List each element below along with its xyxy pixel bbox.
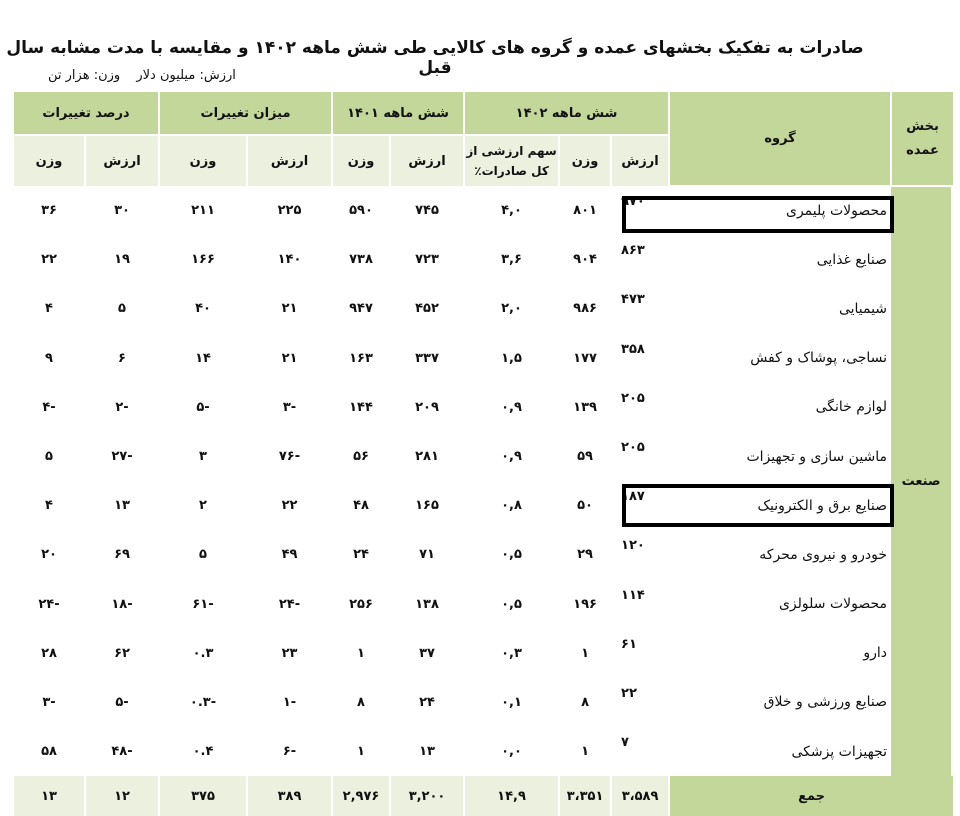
- section-cell: صنعت: [891, 186, 953, 776]
- cell-v1401: ۷۴۵: [415, 203, 439, 219]
- cell-w1402: ۱۹۶: [573, 596, 597, 612]
- header-1402: شش ماهه ۱۴۰۲: [464, 92, 669, 135]
- cell-w1401: ۷۳۸: [349, 252, 373, 268]
- group-name: ماشین سازی و تجهیزات: [746, 448, 888, 465]
- cell-v1402: ۴۷۳: [621, 292, 645, 308]
- cell-w1402: ۱: [581, 645, 590, 661]
- cell-dv: -۲۴: [278, 596, 301, 612]
- group-name: نساجی، پوشاک و کفش: [750, 350, 888, 367]
- cell-v1401: ۱۳۸: [415, 596, 439, 612]
- header-change-percent: درصد تغییرات: [13, 92, 159, 135]
- cell-v1401: ۱۶۵: [415, 498, 439, 514]
- cell-dw: ۵: [199, 547, 207, 563]
- table-row: [13, 235, 953, 284]
- cell-w1401: ۱۶۳: [349, 350, 373, 366]
- cell-v1402: ۹۷۰: [621, 194, 645, 209]
- weight-unit: وزن: هزار تن: [48, 68, 121, 83]
- cell-pw: -۴: [42, 399, 56, 415]
- header-1401-weight: وزن: [332, 135, 390, 186]
- cell-w1402: ۹۸۶: [573, 301, 597, 317]
- cell-dv: ۲۱: [281, 350, 298, 366]
- cell-dv: ۲۳: [281, 645, 298, 661]
- units-note: [36, 68, 236, 83]
- cell-v1402: ۲۲: [621, 685, 637, 701]
- cell-pv: ۱۹: [114, 252, 130, 268]
- header-pw: وزن: [13, 135, 85, 186]
- cell-w1401: ۵۹۰: [349, 203, 373, 219]
- cell-pw: ۳۶: [41, 203, 57, 219]
- cell-v1402: ۸۶۳: [621, 243, 645, 259]
- cell-share: ۱,۵: [501, 350, 522, 366]
- cell-w1401: ۵۶: [353, 449, 369, 465]
- table-row: [13, 284, 953, 333]
- cell-dw: -۶۱: [192, 596, 214, 612]
- cell-w1402: ۸: [581, 694, 590, 710]
- cell-share: ۰,۹: [501, 399, 522, 415]
- header-dv: ارزش: [247, 135, 332, 186]
- cell-pw: ۴: [45, 498, 53, 514]
- header-pv: ارزش: [85, 135, 159, 186]
- cell-w1402: ۵۰: [577, 498, 593, 514]
- cell-v1402: ۲۰۵: [621, 439, 645, 455]
- cell-dv: -۱: [282, 694, 297, 710]
- header-change-amount: میزان تغییرات: [159, 92, 332, 135]
- cell-v1402: ۱۲۰: [621, 538, 645, 554]
- header-dw: وزن: [159, 135, 247, 186]
- cell-v1401: ۷۱: [419, 547, 435, 563]
- cell-share: ۰,۵: [501, 596, 522, 612]
- header-1401: شش ماهه ۱۴۰۱: [332, 92, 464, 135]
- cell-share: ۳,۶: [501, 252, 522, 268]
- cell-pw: ۲۰: [41, 547, 57, 563]
- table-row: [13, 383, 953, 432]
- cell-dv: -۶: [282, 744, 297, 760]
- cell-dw: -۰.۳: [189, 694, 217, 710]
- total-pv: ۱۲: [85, 776, 159, 816]
- cell-w1402: ۵۹: [577, 449, 593, 465]
- cell-pw: ۵۸: [41, 744, 57, 760]
- cell-w1402: ۱: [581, 744, 590, 760]
- cell-w1401: ۸: [357, 694, 365, 710]
- group-name: تجهیزات پزشکی: [791, 743, 888, 760]
- total-dv: ۳۸۹: [247, 776, 332, 816]
- cell-pv: ۶۲: [114, 645, 130, 661]
- header-1402-weight: وزن: [559, 135, 611, 186]
- cell-v1401: ۱۳: [419, 744, 435, 760]
- cell-v1402: ۱۱۴: [621, 587, 645, 603]
- cell-share: ۰,۹: [501, 449, 522, 465]
- cell-pv: -۱۸: [111, 596, 133, 612]
- cell-v1401: ۷۲۳: [415, 252, 439, 268]
- total-v1401: ۳,۲۰۰: [390, 776, 464, 816]
- cell-share: ۰,۰: [501, 744, 522, 760]
- report-title: صادرات به تفکیک بخشهای عمده و گروه های کالایی طی شش ماهه ۱۴۰۲ و مقایسه با مدت مشابه سال قبل: [6, 38, 864, 78]
- cell-w1402: ۱۷۷: [573, 350, 597, 366]
- cell-dw: ۳: [199, 449, 207, 465]
- cell-dv: ۱۴۰: [277, 252, 302, 268]
- cell-w1401: ۲۵۶: [349, 596, 373, 612]
- cell-share: ۰,۱: [501, 694, 522, 710]
- table-row: [13, 678, 953, 727]
- group-name: لوازم خانگی: [815, 399, 888, 416]
- cell-v1401: ۳۳۷: [415, 350, 439, 366]
- cell-dw: -۵: [196, 399, 210, 415]
- cell-pv: -۴۸: [111, 744, 133, 760]
- cell-dv: ۴۹: [281, 547, 298, 563]
- cell-v1401: ۲۸۱: [415, 449, 439, 465]
- cell-w1401: ۱: [357, 744, 365, 760]
- cell-pv: -۵: [115, 694, 129, 710]
- cell-pw: ۹: [45, 350, 53, 366]
- group-name: شیمیایی: [838, 300, 888, 317]
- total-pw: ۱۳: [13, 776, 85, 816]
- total-row: [13, 776, 953, 816]
- cell-dv: -۷۶: [278, 449, 301, 465]
- cell-v1402: ۳۵۸: [621, 341, 645, 357]
- group-name: خودرو و نیروی محرکه: [759, 546, 888, 563]
- total-w1401: ۲,۹۷۶: [332, 776, 390, 816]
- cell-v1402: ۱۸۷: [621, 489, 645, 505]
- total-w1402: ۳،۳۵۱: [559, 776, 611, 816]
- cell-v1402: ۶۱: [621, 636, 637, 652]
- cell-share: ۰,۵: [501, 547, 522, 563]
- cell-dv: ۲۲: [281, 498, 298, 514]
- cell-w1401: ۲۴: [353, 547, 369, 563]
- cell-v1401: ۴۵۲: [415, 301, 439, 317]
- cell-w1402: ۸۰۱: [573, 203, 597, 219]
- group-name: صنایع برق و الکترونیک: [757, 497, 888, 514]
- exports-table: [12, 92, 955, 816]
- cell-v1402: ۲۰۵: [621, 390, 645, 406]
- header-1401-value: ارزش: [390, 135, 464, 186]
- group-name: محصولات سلولزی: [778, 596, 888, 613]
- header-section: بخش عمده: [891, 92, 953, 186]
- total-share: ۱۴,۹: [464, 776, 559, 816]
- group-name: محصولات پلیمری: [785, 203, 888, 220]
- cell-w1401: ۴۸: [353, 498, 369, 514]
- cell-w1402: ۹۰۴: [573, 252, 597, 268]
- table-row: [13, 481, 953, 530]
- group-name: دارو: [863, 645, 888, 662]
- cell-v1401: ۲۰۹: [415, 399, 439, 415]
- cell-dv: ۲۲۵: [277, 203, 302, 219]
- total-v1402: ۳،۵۸۹: [611, 776, 669, 816]
- cell-pw: ۲۸: [41, 645, 57, 661]
- cell-dw: ۱۶۶: [191, 252, 215, 268]
- table-row: [13, 186, 953, 235]
- cell-pv: ۶۹: [114, 547, 130, 563]
- cell-pw: ۵: [45, 449, 53, 465]
- cell-pv: ۱۳: [114, 498, 130, 514]
- cell-v1402: ۷: [621, 735, 629, 751]
- table-row: [13, 629, 953, 678]
- value-unit: ارزش: میلیون دلار: [136, 68, 236, 83]
- cell-w1402: ۲۹: [577, 547, 593, 563]
- total-dw: ۳۷۵: [159, 776, 247, 816]
- group-name: صنایع ورزشی و خلاق: [763, 694, 888, 711]
- group-name: صنایع غذایی: [816, 251, 888, 268]
- cell-dw: ۴۰: [195, 301, 211, 317]
- total-label: جمع: [669, 776, 953, 816]
- cell-pw: -۳: [42, 694, 56, 710]
- cell-dw: ۰.۴: [192, 744, 214, 760]
- table-row: [13, 530, 953, 579]
- header-group: گروه: [669, 92, 891, 186]
- cell-dv: -۳: [282, 399, 297, 415]
- cell-pv: ۳۰: [114, 203, 130, 219]
- cell-share: ۰,۸: [501, 498, 522, 514]
- table-row: [13, 727, 953, 776]
- cell-v1401: ۲۴: [419, 694, 435, 710]
- cell-pv: -۲۷: [111, 449, 133, 465]
- cell-pw: ۲۲: [41, 252, 57, 268]
- header-share: سهم ارزشی از کل صادرات٪: [464, 135, 559, 186]
- table-row: [13, 432, 953, 481]
- cell-share: ۴,۰: [501, 203, 522, 219]
- cell-pv: -۲: [115, 399, 129, 415]
- cell-dw: ۲۱۱: [191, 203, 215, 219]
- cell-dv: ۲۱: [281, 301, 298, 317]
- cell-pv: ۵: [118, 301, 126, 317]
- cell-v1401: ۳۷: [419, 645, 435, 661]
- cell-pv: ۶: [118, 350, 126, 366]
- cell-share: ۰,۳: [501, 645, 522, 661]
- cell-w1401: ۱: [357, 645, 365, 661]
- cell-pw: -۲۴: [38, 596, 60, 612]
- cell-share: ۲,۰: [501, 301, 522, 317]
- table-row: [13, 334, 953, 383]
- cell-pw: ۴: [45, 301, 53, 317]
- header-1402-value: ارزش: [611, 135, 669, 186]
- cell-dw: ۱۴: [195, 350, 211, 366]
- cell-dw: ۰.۳: [192, 645, 214, 661]
- cell-w1401: ۱۴۴: [349, 399, 373, 415]
- cell-w1402: ۱۳۹: [573, 399, 597, 415]
- cell-w1401: ۹۴۷: [349, 301, 373, 317]
- cell-dw: ۲: [199, 498, 207, 514]
- table-row: [13, 580, 953, 629]
